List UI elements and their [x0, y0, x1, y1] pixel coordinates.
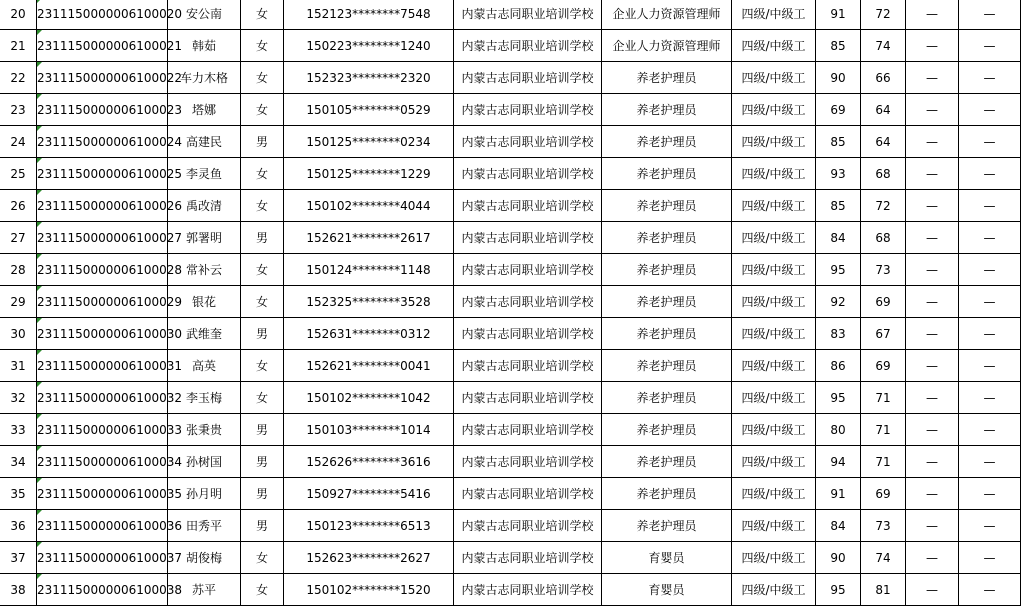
occupation-cell[interactable]: 养老护理员 — [602, 510, 732, 542]
row-number[interactable]: 36 — [0, 510, 37, 542]
id-card-cell[interactable]: 150223********1240 — [284, 30, 454, 62]
candidate-id-cell[interactable]: 2311150000006100038 — [37, 574, 168, 606]
gender-cell[interactable]: 女 — [241, 542, 284, 574]
practical-score-cell[interactable]: 74 — [861, 30, 906, 62]
id-card-cell[interactable]: 152325********3528 — [284, 286, 454, 318]
gender-cell[interactable]: 男 — [241, 510, 284, 542]
practical-score-cell[interactable]: 74 — [861, 542, 906, 574]
name-cell[interactable]: 田秀平 — [168, 510, 241, 542]
gender-cell[interactable]: 男 — [241, 222, 284, 254]
practical-score-cell[interactable]: 71 — [861, 382, 906, 414]
theory-score-cell[interactable]: 94 — [816, 446, 861, 478]
row-number[interactable]: 28 — [0, 254, 37, 286]
theory-score-cell[interactable]: 84 — [816, 222, 861, 254]
candidate-id-cell[interactable]: 2311150000006100021 — [37, 30, 168, 62]
name-cell[interactable]: 郭署明 — [168, 222, 241, 254]
level-cell[interactable]: 四级/中级工 — [732, 574, 816, 606]
theory-score-cell[interactable]: 93 — [816, 158, 861, 190]
occupation-cell[interactable]: 养老护理员 — [602, 62, 732, 94]
level-cell[interactable]: 四级/中级工 — [732, 30, 816, 62]
school-cell[interactable]: 内蒙古志同职业培训学校 — [454, 30, 602, 62]
row-number[interactable]: 31 — [0, 350, 37, 382]
school-cell[interactable]: 内蒙古志同职业培训学校 — [454, 94, 602, 126]
candidate-id-cell[interactable]: 2311150000006100024 — [37, 126, 168, 158]
gender-cell[interactable]: 女 — [241, 286, 284, 318]
candidate-id-cell[interactable]: 2311150000006100029 — [37, 286, 168, 318]
candidate-id-cell[interactable]: 2311150000006100033 — [37, 414, 168, 446]
practical-score-cell[interactable]: 71 — [861, 414, 906, 446]
occupation-cell[interactable]: 养老护理员 — [602, 382, 732, 414]
gender-cell[interactable]: 男 — [241, 126, 284, 158]
row-number[interactable]: 23 — [0, 94, 37, 126]
practical-score-cell[interactable]: 71 — [861, 446, 906, 478]
candidate-id-cell[interactable]: 2311150000006100023 — [37, 94, 168, 126]
remark-cell-1[interactable]: — — [906, 254, 959, 286]
level-cell[interactable]: 四级/中级工 — [732, 62, 816, 94]
level-cell[interactable]: 四级/中级工 — [732, 126, 816, 158]
remark-cell-2[interactable]: — — [959, 62, 1021, 94]
school-cell[interactable]: 内蒙古志同职业培训学校 — [454, 190, 602, 222]
school-cell[interactable]: 内蒙古志同职业培训学校 — [454, 350, 602, 382]
name-cell[interactable]: 车力木格 — [168, 62, 241, 94]
table-row — [0, 510, 1021, 542]
remark-cell-1[interactable]: — — [906, 574, 959, 606]
row-number[interactable]: 22 — [0, 62, 37, 94]
school-cell[interactable]: 内蒙古志同职业培训学校 — [454, 478, 602, 510]
row-number[interactable]: 20 — [0, 0, 37, 30]
occupation-cell[interactable]: 育婴员 — [602, 542, 732, 574]
theory-score-cell[interactable]: 83 — [816, 318, 861, 350]
remark-cell-1[interactable]: — — [906, 510, 959, 542]
theory-score-cell[interactable]: 69 — [816, 94, 861, 126]
occupation-cell[interactable]: 养老护理员 — [602, 158, 732, 190]
remark-cell-1[interactable]: — — [906, 286, 959, 318]
id-card-cell[interactable]: 152323********2320 — [284, 62, 454, 94]
name-cell[interactable]: 李玉梅 — [168, 382, 241, 414]
candidate-id-cell[interactable]: 2311150000006100036 — [37, 510, 168, 542]
practical-score-cell[interactable]: 64 — [861, 94, 906, 126]
remark-cell-2[interactable]: — — [959, 286, 1021, 318]
practical-score-cell[interactable]: 69 — [861, 286, 906, 318]
gender-cell[interactable]: 女 — [241, 574, 284, 606]
id-card-cell[interactable]: 152623********2627 — [284, 542, 454, 574]
name-cell[interactable]: 武维奎 — [168, 318, 241, 350]
practical-score-cell[interactable]: 73 — [861, 510, 906, 542]
remark-cell-2[interactable]: — — [959, 222, 1021, 254]
table-row — [0, 446, 1021, 478]
remark-cell-2[interactable]: — — [959, 446, 1021, 478]
remark-cell-1[interactable]: — — [906, 94, 959, 126]
row-number[interactable]: 34 — [0, 446, 37, 478]
level-cell[interactable]: 四级/中级工 — [732, 94, 816, 126]
name-cell[interactable]: 安公南 — [168, 0, 241, 30]
row-number[interactable]: 21 — [0, 30, 37, 62]
practical-score-cell[interactable]: 73 — [861, 254, 906, 286]
level-cell[interactable]: 四级/中级工 — [732, 254, 816, 286]
level-cell[interactable]: 四级/中级工 — [732, 382, 816, 414]
candidate-id-cell[interactable]: 2311150000006100025 — [37, 158, 168, 190]
row-number[interactable]: 25 — [0, 158, 37, 190]
name-cell[interactable]: 李灵鱼 — [168, 158, 241, 190]
remark-cell-1[interactable]: — — [906, 222, 959, 254]
row-number[interactable]: 35 — [0, 478, 37, 510]
remark-cell-2[interactable]: — — [959, 254, 1021, 286]
theory-score-cell[interactable]: 92 — [816, 286, 861, 318]
school-cell[interactable]: 内蒙古志同职业培训学校 — [454, 158, 602, 190]
candidate-id-cell[interactable]: 2311150000006100028 — [37, 254, 168, 286]
practical-score-cell[interactable]: 68 — [861, 158, 906, 190]
table-row — [0, 382, 1021, 414]
candidate-id-cell[interactable]: 2311150000006100020 — [37, 0, 168, 30]
id-card-cell[interactable]: 150102********1042 — [284, 382, 454, 414]
name-cell[interactable]: 苏平 — [168, 574, 241, 606]
row-number[interactable]: 29 — [0, 286, 37, 318]
level-cell[interactable]: 四级/中级工 — [732, 0, 816, 30]
gender-cell[interactable]: 女 — [241, 0, 284, 30]
gender-cell[interactable]: 女 — [241, 62, 284, 94]
candidate-id-cell[interactable]: 2311150000006100022 — [37, 62, 168, 94]
id-card-cell[interactable]: 152621********2617 — [284, 222, 454, 254]
remark-cell-1[interactable]: — — [906, 0, 959, 30]
gender-cell[interactable]: 女 — [241, 382, 284, 414]
school-cell[interactable]: 内蒙古志同职业培训学校 — [454, 286, 602, 318]
practical-score-cell[interactable]: 81 — [861, 574, 906, 606]
occupation-cell[interactable]: 养老护理员 — [602, 318, 732, 350]
id-card-cell[interactable]: 150927********5416 — [284, 478, 454, 510]
remark-cell-2[interactable]: — — [959, 318, 1021, 350]
theory-score-cell[interactable]: 91 — [816, 478, 861, 510]
row-number[interactable]: 24 — [0, 126, 37, 158]
occupation-cell[interactable]: 养老护理员 — [602, 94, 732, 126]
occupation-cell[interactable]: 养老护理员 — [602, 350, 732, 382]
remark-cell-2[interactable]: — — [959, 0, 1021, 30]
gender-cell[interactable]: 女 — [241, 190, 284, 222]
school-cell[interactable]: 内蒙古志同职业培训学校 — [454, 254, 602, 286]
name-cell[interactable]: 高英 — [168, 350, 241, 382]
level-cell[interactable]: 四级/中级工 — [732, 350, 816, 382]
occupation-cell[interactable]: 养老护理员 — [602, 414, 732, 446]
school-cell[interactable]: 内蒙古志同职业培训学校 — [454, 510, 602, 542]
table-row — [0, 286, 1021, 318]
name-cell[interactable]: 孙树国 — [168, 446, 241, 478]
theory-score-cell[interactable]: 95 — [816, 254, 861, 286]
candidate-id-cell[interactable]: 2311150000006100032 — [37, 382, 168, 414]
remark-cell-1[interactable]: — — [906, 190, 959, 222]
name-cell[interactable]: 孙月明 — [168, 478, 241, 510]
table-row — [0, 318, 1021, 350]
school-cell[interactable]: 内蒙古志同职业培训学校 — [454, 414, 602, 446]
table-row — [0, 126, 1021, 158]
candidate-id-cell[interactable]: 2311150000006100034 — [37, 446, 168, 478]
school-cell[interactable]: 内蒙古志同职业培训学校 — [454, 0, 602, 30]
theory-score-cell[interactable]: 86 — [816, 350, 861, 382]
theory-score-cell[interactable]: 85 — [816, 190, 861, 222]
practical-score-cell[interactable]: 66 — [861, 62, 906, 94]
id-card-cell[interactable]: 150102********4044 — [284, 190, 454, 222]
school-cell[interactable]: 内蒙古志同职业培训学校 — [454, 446, 602, 478]
remark-cell-1[interactable]: — — [906, 350, 959, 382]
row-number[interactable]: 33 — [0, 414, 37, 446]
candidate-id-cell[interactable]: 2311150000006100027 — [37, 222, 168, 254]
gender-cell[interactable]: 女 — [241, 30, 284, 62]
row-number[interactable]: 32 — [0, 382, 37, 414]
id-card-cell[interactable]: 152631********0312 — [284, 318, 454, 350]
level-cell[interactable]: 四级/中级工 — [732, 510, 816, 542]
gender-cell[interactable]: 女 — [241, 158, 284, 190]
candidate-id-cell[interactable]: 2311150000006100030 — [37, 318, 168, 350]
remark-cell-1[interactable]: — — [906, 158, 959, 190]
remark-cell-1[interactable]: — — [906, 382, 959, 414]
name-cell[interactable]: 常补云 — [168, 254, 241, 286]
remark-cell-1[interactable]: — — [906, 542, 959, 574]
remark-cell-1[interactable]: — — [906, 414, 959, 446]
school-cell[interactable]: 内蒙古志同职业培训学校 — [454, 318, 602, 350]
theory-score-cell[interactable]: 90 — [816, 62, 861, 94]
occupation-cell[interactable]: 企业人力资源管理师 — [602, 0, 732, 30]
candidate-id-cell[interactable]: 2311150000006100037 — [37, 542, 168, 574]
remark-cell-2[interactable]: — — [959, 414, 1021, 446]
gender-cell[interactable]: 女 — [241, 350, 284, 382]
table-row — [0, 254, 1021, 286]
remark-cell-1[interactable]: — — [906, 126, 959, 158]
school-cell[interactable]: 内蒙古志同职业培训学校 — [454, 126, 602, 158]
id-card-cell[interactable]: 150103********1014 — [284, 414, 454, 446]
id-card-cell[interactable]: 152621********0041 — [284, 350, 454, 382]
gender-cell[interactable]: 男 — [241, 446, 284, 478]
occupation-cell[interactable]: 养老护理员 — [602, 478, 732, 510]
remark-cell-2[interactable]: — — [959, 126, 1021, 158]
table-row — [0, 414, 1021, 446]
candidate-id-cell[interactable]: 2311150000006100026 — [37, 190, 168, 222]
remark-cell-2[interactable]: — — [959, 30, 1021, 62]
remark-cell-2[interactable]: — — [959, 574, 1021, 606]
theory-score-cell[interactable]: 84 — [816, 510, 861, 542]
practical-score-cell[interactable]: 72 — [861, 190, 906, 222]
table-row — [0, 574, 1021, 606]
table-row — [0, 94, 1021, 126]
occupation-cell[interactable]: 养老护理员 — [602, 286, 732, 318]
table-row — [0, 542, 1021, 574]
level-cell[interactable]: 四级/中级工 — [732, 446, 816, 478]
name-cell[interactable]: 银花 — [168, 286, 241, 318]
id-card-cell[interactable]: 150123********6513 — [284, 510, 454, 542]
level-cell[interactable]: 四级/中级工 — [732, 158, 816, 190]
theory-score-cell[interactable]: 95 — [816, 574, 861, 606]
remark-cell-1[interactable]: — — [906, 478, 959, 510]
gender-cell[interactable]: 男 — [241, 414, 284, 446]
name-cell[interactable]: 张秉贵 — [168, 414, 241, 446]
level-cell[interactable]: 四级/中级工 — [732, 222, 816, 254]
id-card-cell[interactable]: 152626********3616 — [284, 446, 454, 478]
occupation-cell[interactable]: 养老护理员 — [602, 222, 732, 254]
id-card-cell[interactable]: 150105********0529 — [284, 94, 454, 126]
remark-cell-2[interactable]: — — [959, 542, 1021, 574]
practical-score-cell[interactable]: 72 — [861, 0, 906, 30]
gender-cell[interactable]: 男 — [241, 318, 284, 350]
row-number[interactable]: 27 — [0, 222, 37, 254]
practical-score-cell[interactable]: 68 — [861, 222, 906, 254]
table-row — [0, 158, 1021, 190]
practical-score-cell[interactable]: 64 — [861, 126, 906, 158]
gender-cell[interactable]: 女 — [241, 254, 284, 286]
candidate-id-cell[interactable]: 2311150000006100035 — [37, 478, 168, 510]
table-row — [0, 350, 1021, 382]
remark-cell-2[interactable]: — — [959, 190, 1021, 222]
theory-score-cell[interactable]: 80 — [816, 414, 861, 446]
candidate-id-cell[interactable]: 2311150000006100031 — [37, 350, 168, 382]
name-cell[interactable]: 塔娜 — [168, 94, 241, 126]
level-cell[interactable]: 四级/中级工 — [732, 542, 816, 574]
id-card-cell[interactable]: 150124********1148 — [284, 254, 454, 286]
school-cell[interactable]: 内蒙古志同职业培训学校 — [454, 62, 602, 94]
table-row — [0, 478, 1021, 510]
id-card-cell[interactable]: 150125********0234 — [284, 126, 454, 158]
remark-cell-1[interactable]: — — [906, 318, 959, 350]
theory-score-cell[interactable]: 91 — [816, 0, 861, 30]
practical-score-cell[interactable]: 69 — [861, 350, 906, 382]
occupation-cell[interactable]: 养老护理员 — [602, 446, 732, 478]
theory-score-cell[interactable]: 85 — [816, 126, 861, 158]
theory-score-cell[interactable]: 85 — [816, 30, 861, 62]
level-cell[interactable]: 四级/中级工 — [732, 478, 816, 510]
id-card-cell[interactable]: 150102********1520 — [284, 574, 454, 606]
remark-cell-1[interactable]: — — [906, 30, 959, 62]
id-card-cell[interactable]: 152123********7548 — [284, 0, 454, 30]
id-card-cell[interactable]: 150125********1229 — [284, 158, 454, 190]
occupation-cell[interactable]: 养老护理员 — [602, 126, 732, 158]
theory-score-cell[interactable]: 95 — [816, 382, 861, 414]
name-cell[interactable]: 禹改清 — [168, 190, 241, 222]
practical-score-cell[interactable]: 69 — [861, 478, 906, 510]
theory-score-cell[interactable]: 90 — [816, 542, 861, 574]
practical-score-cell[interactable]: 67 — [861, 318, 906, 350]
remark-cell-2[interactable]: — — [959, 382, 1021, 414]
gender-cell[interactable]: 女 — [241, 94, 284, 126]
school-cell[interactable]: 内蒙古志同职业培训学校 — [454, 542, 602, 574]
remark-cell-2[interactable]: — — [959, 510, 1021, 542]
table-row — [0, 190, 1021, 222]
row-number[interactable]: 26 — [0, 190, 37, 222]
name-cell[interactable]: 胡俊梅 — [168, 542, 241, 574]
table-row — [0, 0, 1021, 30]
name-cell[interactable]: 高建民 — [168, 126, 241, 158]
row-number[interactable]: 30 — [0, 318, 37, 350]
level-cell[interactable]: 四级/中级工 — [732, 190, 816, 222]
occupation-cell[interactable]: 企业人力资源管理师 — [602, 30, 732, 62]
level-cell[interactable]: 四级/中级工 — [732, 414, 816, 446]
gender-cell[interactable]: 男 — [241, 478, 284, 510]
row-number[interactable]: 37 — [0, 542, 37, 574]
remark-cell-2[interactable]: — — [959, 350, 1021, 382]
school-cell[interactable]: 内蒙古志同职业培训学校 — [454, 222, 602, 254]
level-cell[interactable]: 四级/中级工 — [732, 318, 816, 350]
occupation-cell[interactable]: 育婴员 — [602, 574, 732, 606]
table-row — [0, 62, 1021, 94]
remark-cell-2[interactable]: — — [959, 158, 1021, 190]
school-cell[interactable]: 内蒙古志同职业培训学校 — [454, 382, 602, 414]
remark-cell-2[interactable]: — — [959, 94, 1021, 126]
name-cell[interactable]: 韩茹 — [168, 30, 241, 62]
remark-cell-1[interactable]: — — [906, 446, 959, 478]
table-row — [0, 30, 1021, 62]
occupation-cell[interactable]: 养老护理员 — [602, 254, 732, 286]
remark-cell-1[interactable]: — — [906, 62, 959, 94]
row-number[interactable]: 38 — [0, 574, 37, 606]
occupation-cell[interactable]: 养老护理员 — [602, 190, 732, 222]
table-row — [0, 222, 1021, 254]
school-cell[interactable]: 内蒙古志同职业培训学校 — [454, 574, 602, 606]
level-cell[interactable]: 四级/中级工 — [732, 286, 816, 318]
remark-cell-2[interactable]: — — [959, 478, 1021, 510]
